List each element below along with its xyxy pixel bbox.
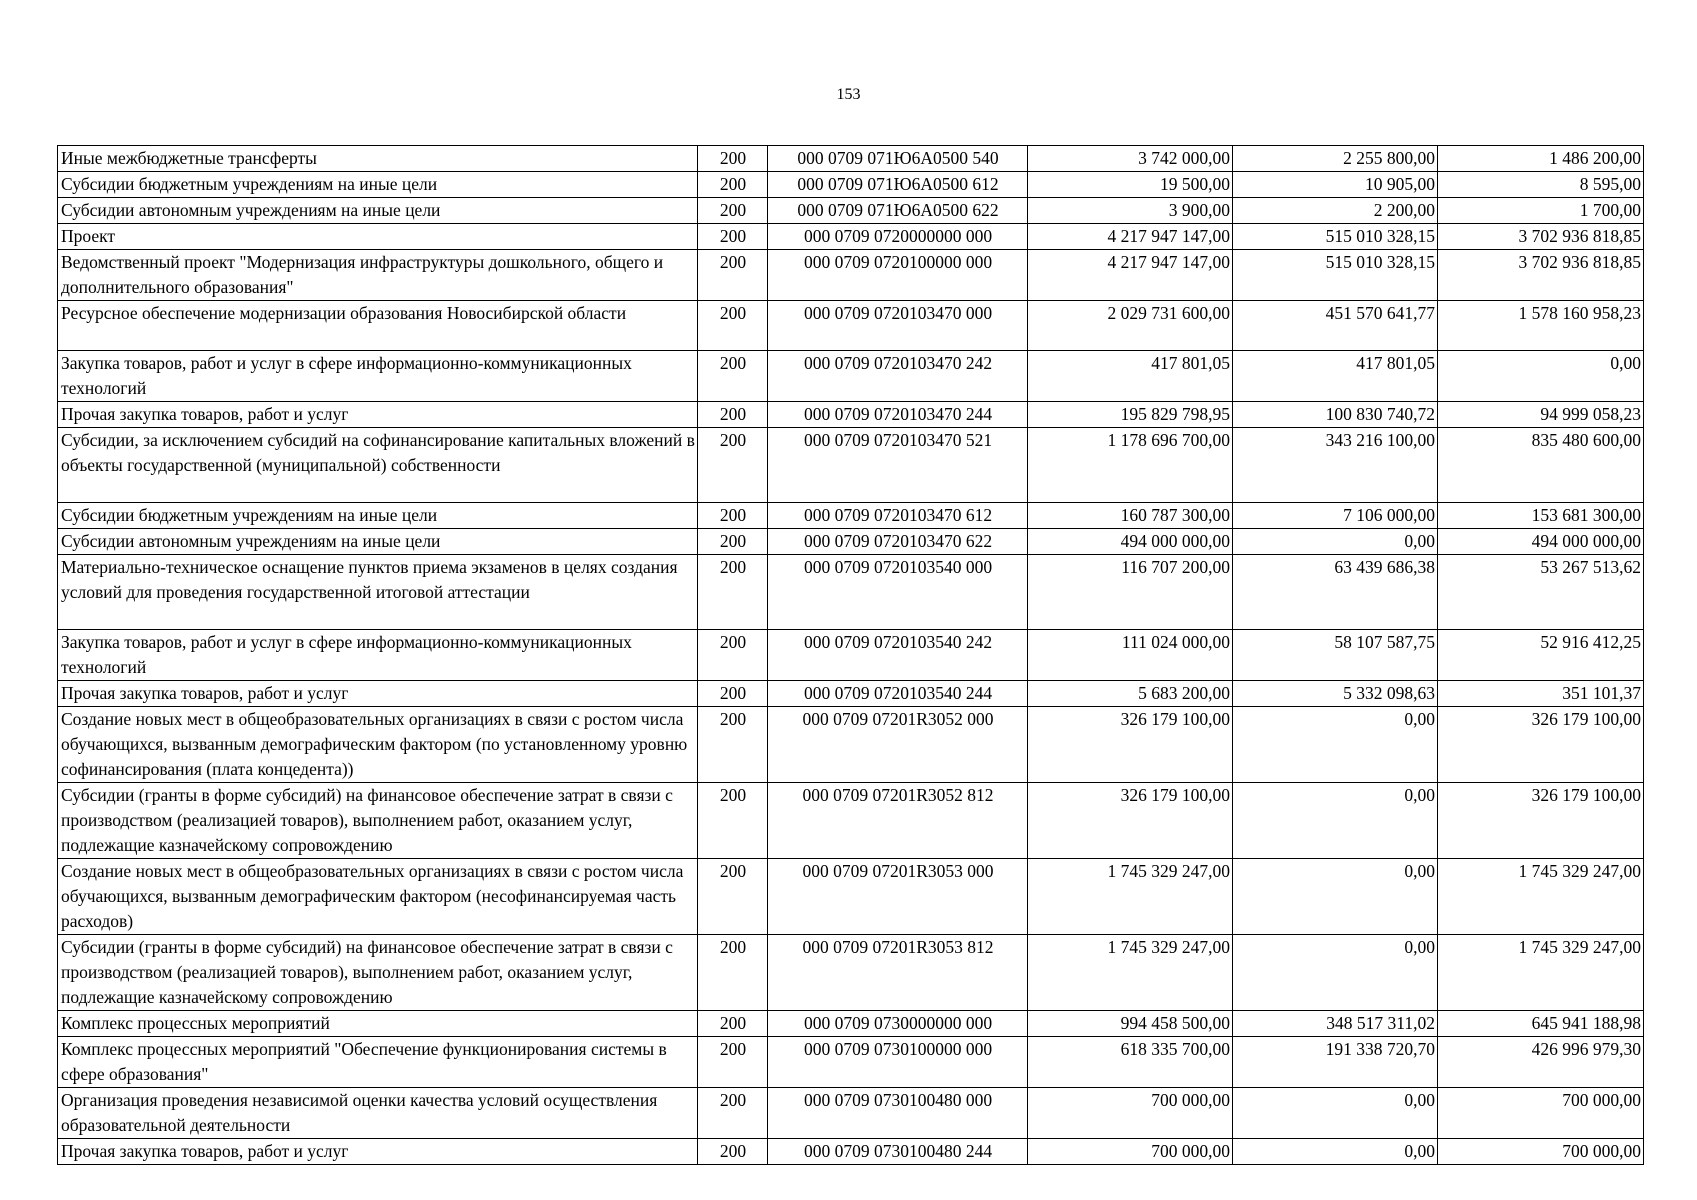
row-admin-code: 200	[698, 1139, 768, 1165]
row-budget-code: 000 0709 0730000000 000	[768, 1011, 1028, 1037]
table-row	[58, 1011, 1644, 1037]
row-executed-amount: 0,00	[1233, 783, 1438, 859]
row-remaining-amount: 351 101,37	[1438, 681, 1644, 707]
row-name: Субсидии бюджетным учреждениям на иные цели	[58, 172, 698, 198]
row-admin-code: 200	[698, 935, 768, 1011]
row-name: Прочая закупка товаров, работ и услуг	[58, 681, 698, 707]
row-name: Прочая закупка товаров, работ и услуг	[58, 1139, 698, 1165]
row-name: Создание новых мест в общеобразовательных организациях в связи с ростом числа обучающихся, вызванным демографическим фактором (по установленному уровню софинансирования (плата концедента))	[58, 707, 698, 783]
row-admin-code: 200	[698, 1088, 768, 1139]
table-row	[58, 1088, 1644, 1139]
row-admin-code: 200	[698, 555, 768, 630]
row-name: Иные межбюджетные трансферты	[58, 146, 698, 172]
table-row	[58, 707, 1644, 783]
row-executed-amount: 2 255 800,00	[1233, 146, 1438, 172]
table-row	[58, 630, 1644, 681]
table-row	[58, 529, 1644, 555]
row-executed-amount: 451 570 641,77	[1233, 301, 1438, 351]
row-executed-amount: 191 338 720,70	[1233, 1037, 1438, 1088]
table-row	[58, 301, 1644, 351]
row-approved-amount: 19 500,00	[1028, 172, 1233, 198]
row-admin-code: 200	[698, 503, 768, 529]
row-remaining-amount: 700 000,00	[1438, 1139, 1644, 1165]
row-executed-amount: 343 216 100,00	[1233, 428, 1438, 503]
table-row	[58, 172, 1644, 198]
row-approved-amount: 116 707 200,00	[1028, 555, 1233, 630]
table-row	[58, 198, 1644, 224]
row-name: Субсидии бюджетным учреждениям на иные цели	[58, 503, 698, 529]
row-executed-amount: 417 801,05	[1233, 351, 1438, 402]
row-name: Прочая закупка товаров, работ и услуг	[58, 402, 698, 428]
row-budget-code: 000 0709 0720103470 000	[768, 301, 1028, 351]
row-admin-code: 200	[698, 1011, 768, 1037]
row-executed-amount: 5 332 098,63	[1233, 681, 1438, 707]
row-budget-code: 000 0709 0720000000 000	[768, 224, 1028, 250]
row-budget-code: 000 0709 07201R3052 000	[768, 707, 1028, 783]
table-row	[58, 1139, 1644, 1165]
row-remaining-amount: 153 681 300,00	[1438, 503, 1644, 529]
row-admin-code: 200	[698, 301, 768, 351]
row-remaining-amount: 3 702 936 818,85	[1438, 250, 1644, 301]
row-name: Проект	[58, 224, 698, 250]
row-approved-amount: 1 745 329 247,00	[1028, 859, 1233, 935]
row-name: Организация проведения независимой оценки качества условий осуществления образовательной деятельности	[58, 1088, 698, 1139]
table-row	[58, 402, 1644, 428]
row-budget-code: 000 0709 07201R3053 812	[768, 935, 1028, 1011]
table-row	[58, 859, 1644, 935]
row-admin-code: 200	[698, 428, 768, 503]
row-remaining-amount: 700 000,00	[1438, 1088, 1644, 1139]
table-row	[58, 555, 1644, 630]
row-admin-code: 200	[698, 1037, 768, 1088]
row-name: Закупка товаров, работ и услуг в сфере информационно-коммуникационных технологий	[58, 630, 698, 681]
row-admin-code: 200	[698, 198, 768, 224]
row-admin-code: 200	[698, 630, 768, 681]
row-executed-amount: 0,00	[1233, 859, 1438, 935]
row-executed-amount: 7 106 000,00	[1233, 503, 1438, 529]
row-approved-amount: 111 024 000,00	[1028, 630, 1233, 681]
table-row	[58, 428, 1644, 503]
row-name: Субсидии (гранты в форме субсидий) на финансовое обеспечение затрат в связи с производством (реализацией товаров), выполнением работ, оказанием услуг, подлежащие казначейскому сопровождению	[58, 783, 698, 859]
row-budget-code: 000 0709 071Ю6А0500 622	[768, 198, 1028, 224]
row-admin-code: 200	[698, 402, 768, 428]
row-name: Материально-техническое оснащение пунктов приема экзаменов в целях создания условий для проведения государственной итоговой аттестации	[58, 555, 698, 630]
row-name: Ресурсное обеспечение модернизации образования Новосибирской области	[58, 301, 698, 351]
row-remaining-amount: 1 578 160 958,23	[1438, 301, 1644, 351]
row-approved-amount: 618 335 700,00	[1028, 1037, 1233, 1088]
row-executed-amount: 0,00	[1233, 1088, 1438, 1139]
row-approved-amount: 417 801,05	[1028, 351, 1233, 402]
row-executed-amount: 348 517 311,02	[1233, 1011, 1438, 1037]
row-name: Комплекс процессных мероприятий	[58, 1011, 698, 1037]
row-approved-amount: 160 787 300,00	[1028, 503, 1233, 529]
row-admin-code: 200	[698, 681, 768, 707]
row-remaining-amount: 1 745 329 247,00	[1438, 935, 1644, 1011]
table-body	[58, 146, 1644, 1165]
row-name: Комплекс процессных мероприятий "Обеспечение функционирования системы в сфере образования"	[58, 1037, 698, 1088]
table-row	[58, 935, 1644, 1011]
row-budget-code: 000 0709 0720103470 612	[768, 503, 1028, 529]
table-row	[58, 1037, 1644, 1088]
row-remaining-amount: 326 179 100,00	[1438, 707, 1644, 783]
row-name: Ведомственный проект "Модернизация инфраструктуры дошкольного, общего и дополнительного образования"	[58, 250, 698, 301]
row-budget-code: 000 0709 07201R3052 812	[768, 783, 1028, 859]
row-admin-code: 200	[698, 859, 768, 935]
row-approved-amount: 494 000 000,00	[1028, 529, 1233, 555]
row-budget-code: 000 0709 0730100480 244	[768, 1139, 1028, 1165]
row-executed-amount: 2 200,00	[1233, 198, 1438, 224]
row-remaining-amount: 8 595,00	[1438, 172, 1644, 198]
row-budget-code: 000 0709 0720103540 242	[768, 630, 1028, 681]
row-admin-code: 200	[698, 351, 768, 402]
table-row	[58, 503, 1644, 529]
row-budget-code: 000 0709 0730100480 000	[768, 1088, 1028, 1139]
table-row	[58, 783, 1644, 859]
page-number: 153	[836, 86, 861, 103]
row-remaining-amount: 3 702 936 818,85	[1438, 224, 1644, 250]
row-budget-code: 000 0709 07201R3053 000	[768, 859, 1028, 935]
row-approved-amount: 994 458 500,00	[1028, 1011, 1233, 1037]
row-approved-amount: 195 829 798,95	[1028, 402, 1233, 428]
row-approved-amount: 1 178 696 700,00	[1028, 428, 1233, 503]
row-name: Субсидии (гранты в форме субсидий) на финансовое обеспечение затрат в связи с производством (реализацией товаров), выполнением работ, оказанием услуг, подлежащие казначейскому сопровождению	[58, 935, 698, 1011]
row-remaining-amount: 1 486 200,00	[1438, 146, 1644, 172]
row-budget-code: 000 0709 071Ю6А0500 540	[768, 146, 1028, 172]
row-approved-amount: 4 217 947 147,00	[1028, 250, 1233, 301]
row-remaining-amount: 94 999 058,23	[1438, 402, 1644, 428]
row-approved-amount: 3 900,00	[1028, 198, 1233, 224]
row-remaining-amount: 835 480 600,00	[1438, 428, 1644, 503]
row-budget-code: 000 0709 0720103470 622	[768, 529, 1028, 555]
row-budget-code: 000 0709 071Ю6А0500 612	[768, 172, 1028, 198]
row-name: Субсидии автономным учреждениям на иные цели	[58, 529, 698, 555]
row-approved-amount: 3 742 000,00	[1028, 146, 1233, 172]
row-budget-code: 000 0709 0720103470 521	[768, 428, 1028, 503]
row-approved-amount: 1 745 329 247,00	[1028, 935, 1233, 1011]
row-approved-amount: 700 000,00	[1028, 1139, 1233, 1165]
row-approved-amount: 326 179 100,00	[1028, 783, 1233, 859]
row-executed-amount: 0,00	[1233, 529, 1438, 555]
row-remaining-amount: 326 179 100,00	[1438, 783, 1644, 859]
row-remaining-amount: 1 700,00	[1438, 198, 1644, 224]
row-remaining-amount: 494 000 000,00	[1438, 529, 1644, 555]
row-admin-code: 200	[698, 146, 768, 172]
row-budget-code: 000 0709 0720103540 000	[768, 555, 1028, 630]
row-admin-code: 200	[698, 707, 768, 783]
row-budget-code: 000 0709 0720100000 000	[768, 250, 1028, 301]
row-budget-code: 000 0709 0720103470 242	[768, 351, 1028, 402]
row-admin-code: 200	[698, 224, 768, 250]
row-approved-amount: 2 029 731 600,00	[1028, 301, 1233, 351]
row-executed-amount: 0,00	[1233, 935, 1438, 1011]
row-approved-amount: 4 217 947 147,00	[1028, 224, 1233, 250]
row-approved-amount: 700 000,00	[1028, 1088, 1233, 1139]
row-remaining-amount: 645 941 188,98	[1438, 1011, 1644, 1037]
table-row	[58, 146, 1644, 172]
row-executed-amount: 0,00	[1233, 707, 1438, 783]
row-admin-code: 200	[698, 250, 768, 301]
row-remaining-amount: 426 996 979,30	[1438, 1037, 1644, 1088]
row-admin-code: 200	[698, 783, 768, 859]
row-approved-amount: 326 179 100,00	[1028, 707, 1233, 783]
row-budget-code: 000 0709 0720103540 244	[768, 681, 1028, 707]
row-remaining-amount: 0,00	[1438, 351, 1644, 402]
budget-execution-table	[57, 145, 1644, 1165]
row-budget-code: 000 0709 0730100000 000	[768, 1037, 1028, 1088]
row-name: Субсидии, за исключением субсидий на софинансирование капитальных вложений в объекты государственной (муниципальной) собственности	[58, 428, 698, 503]
row-executed-amount: 515 010 328,15	[1233, 250, 1438, 301]
row-remaining-amount: 53 267 513,62	[1438, 555, 1644, 630]
row-executed-amount: 100 830 740,72	[1233, 402, 1438, 428]
row-budget-code: 000 0709 0720103470 244	[768, 402, 1028, 428]
row-executed-amount: 63 439 686,38	[1233, 555, 1438, 630]
row-remaining-amount: 52 916 412,25	[1438, 630, 1644, 681]
table-row	[58, 224, 1644, 250]
row-executed-amount: 58 107 587,75	[1233, 630, 1438, 681]
row-name: Закупка товаров, работ и услуг в сфере информационно-коммуникационных технологий	[58, 351, 698, 402]
row-admin-code: 200	[698, 172, 768, 198]
row-admin-code: 200	[698, 529, 768, 555]
table-row	[58, 351, 1644, 402]
table-row	[58, 250, 1644, 301]
row-name: Субсидии автономным учреждениям на иные цели	[58, 198, 698, 224]
row-executed-amount: 515 010 328,15	[1233, 224, 1438, 250]
row-executed-amount: 10 905,00	[1233, 172, 1438, 198]
row-name: Создание новых мест в общеобразовательных организациях в связи с ростом числа обучающихся, вызванным демографическим фактором (несофинансируемая часть расходов)	[58, 859, 698, 935]
row-executed-amount: 0,00	[1233, 1139, 1438, 1165]
table-row	[58, 681, 1644, 707]
row-remaining-amount: 1 745 329 247,00	[1438, 859, 1644, 935]
row-approved-amount: 5 683 200,00	[1028, 681, 1233, 707]
